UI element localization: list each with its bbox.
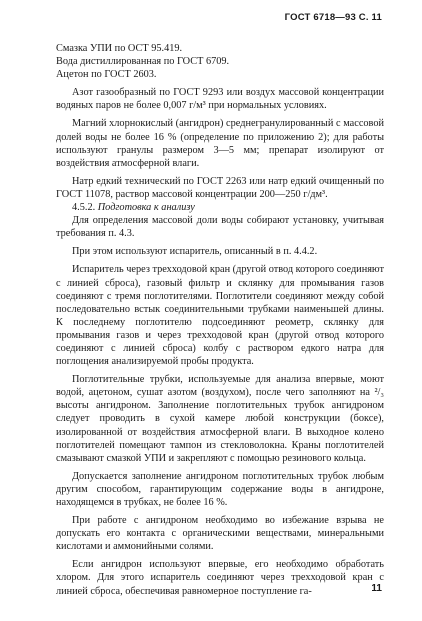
paragraph: Испаритель через трехходовой кран (другой отвод которого соединяют с линией сброса), газовый фильтр и склянку для промывания газов соединяют с тремя поглотителями. Поглотители соединяют между собой последовательно встык соединительными трубками наименьшей длины. К последнему поглотителю подсоединяют реометр, склянку для промывания газов и через трехходовой кран (другой отвод которого соединяют с линией сброса) колбу с раствором едкого натра для поглощения анализируемой пробы продукта. — [56, 264, 384, 368]
page-content — [56, 42, 384, 598]
paragraph: Поглотительные трубки, используемые для анализа впервые, моют водой, ацетоном, сушат азотом (воздухом), после чего заполняют на ²/₃ высоты ангидроном. Заполнение поглотительных трубок ангидроном следует проводить в сухой камере любой конструкции (боксе), изолированной от воздействия атмосферной влаги. В выходное колено поглотителей помещают тампон из стекловолокна. Краны поглотителей смазывают смазкой УПИ и закрепляют с помощью резинового кольца. — [56, 374, 384, 464]
paragraph: При этом используют испаритель, описанный в п. 4.4.2. — [72, 246, 318, 258]
page-header: ГОСТ 6718—93 С. 11 — [284, 12, 382, 23]
section-title: Подготовка к анализу — [97, 202, 195, 214]
paragraph: При работе с ангидроном необходимо во избежание взрыва не допускать его контакта с органическими веществами, минеральными кислотами и аммонийными солями. — [56, 515, 384, 553]
text-line: Ацетон по ГОСТ 2603. — [56, 69, 157, 81]
text-line: Вода дистиллированная по ГОСТ 6709. — [56, 56, 230, 68]
paragraph: Для определения массовой доли воды собирают установку, учитывая требования п. 4.3. — [56, 215, 384, 240]
paragraph: Азот газообразный по ГОСТ 9293 или воздух массовой концентрации водяных паров не более 0,007 г/м³ при нормальных условиях. — [56, 87, 384, 112]
paragraph: Натр едкий технический по ГОСТ 2263 или натр едкий очищенный по ГОСТ 11078, раствор массовой концентрации 200—250 г/дм³. — [56, 175, 384, 200]
paragraph: Допускается заполнение ангидроном поглотительных трубок любым другим способом, гарантирующим содержание воды в ангидроне, находящемся в трубках, не более 16 %. — [56, 470, 384, 508]
section-heading — [56, 201, 384, 214]
page-number: 11 — [371, 582, 382, 594]
paragraph: Если ангидрон используют впервые, его необходимо обработать хлором. Для этого испаритель соединяют через трехходовой кран с линией сброса, обеспечивая равномерное поступление га- — [56, 559, 384, 597]
text-line: Смазка УПИ по ОСТ 95.419. — [56, 43, 183, 54]
section-number: 4.5.2. — [72, 202, 96, 214]
paragraph: Магний хлорнокислый (ангидрон) среднегранулированный с массовой долей воды не более 16 % (определение по приложению 2); для работы используют гранулы размером 3—5 мм; препарат изолируют от воздействия атмосферной влаги. — [56, 118, 384, 169]
